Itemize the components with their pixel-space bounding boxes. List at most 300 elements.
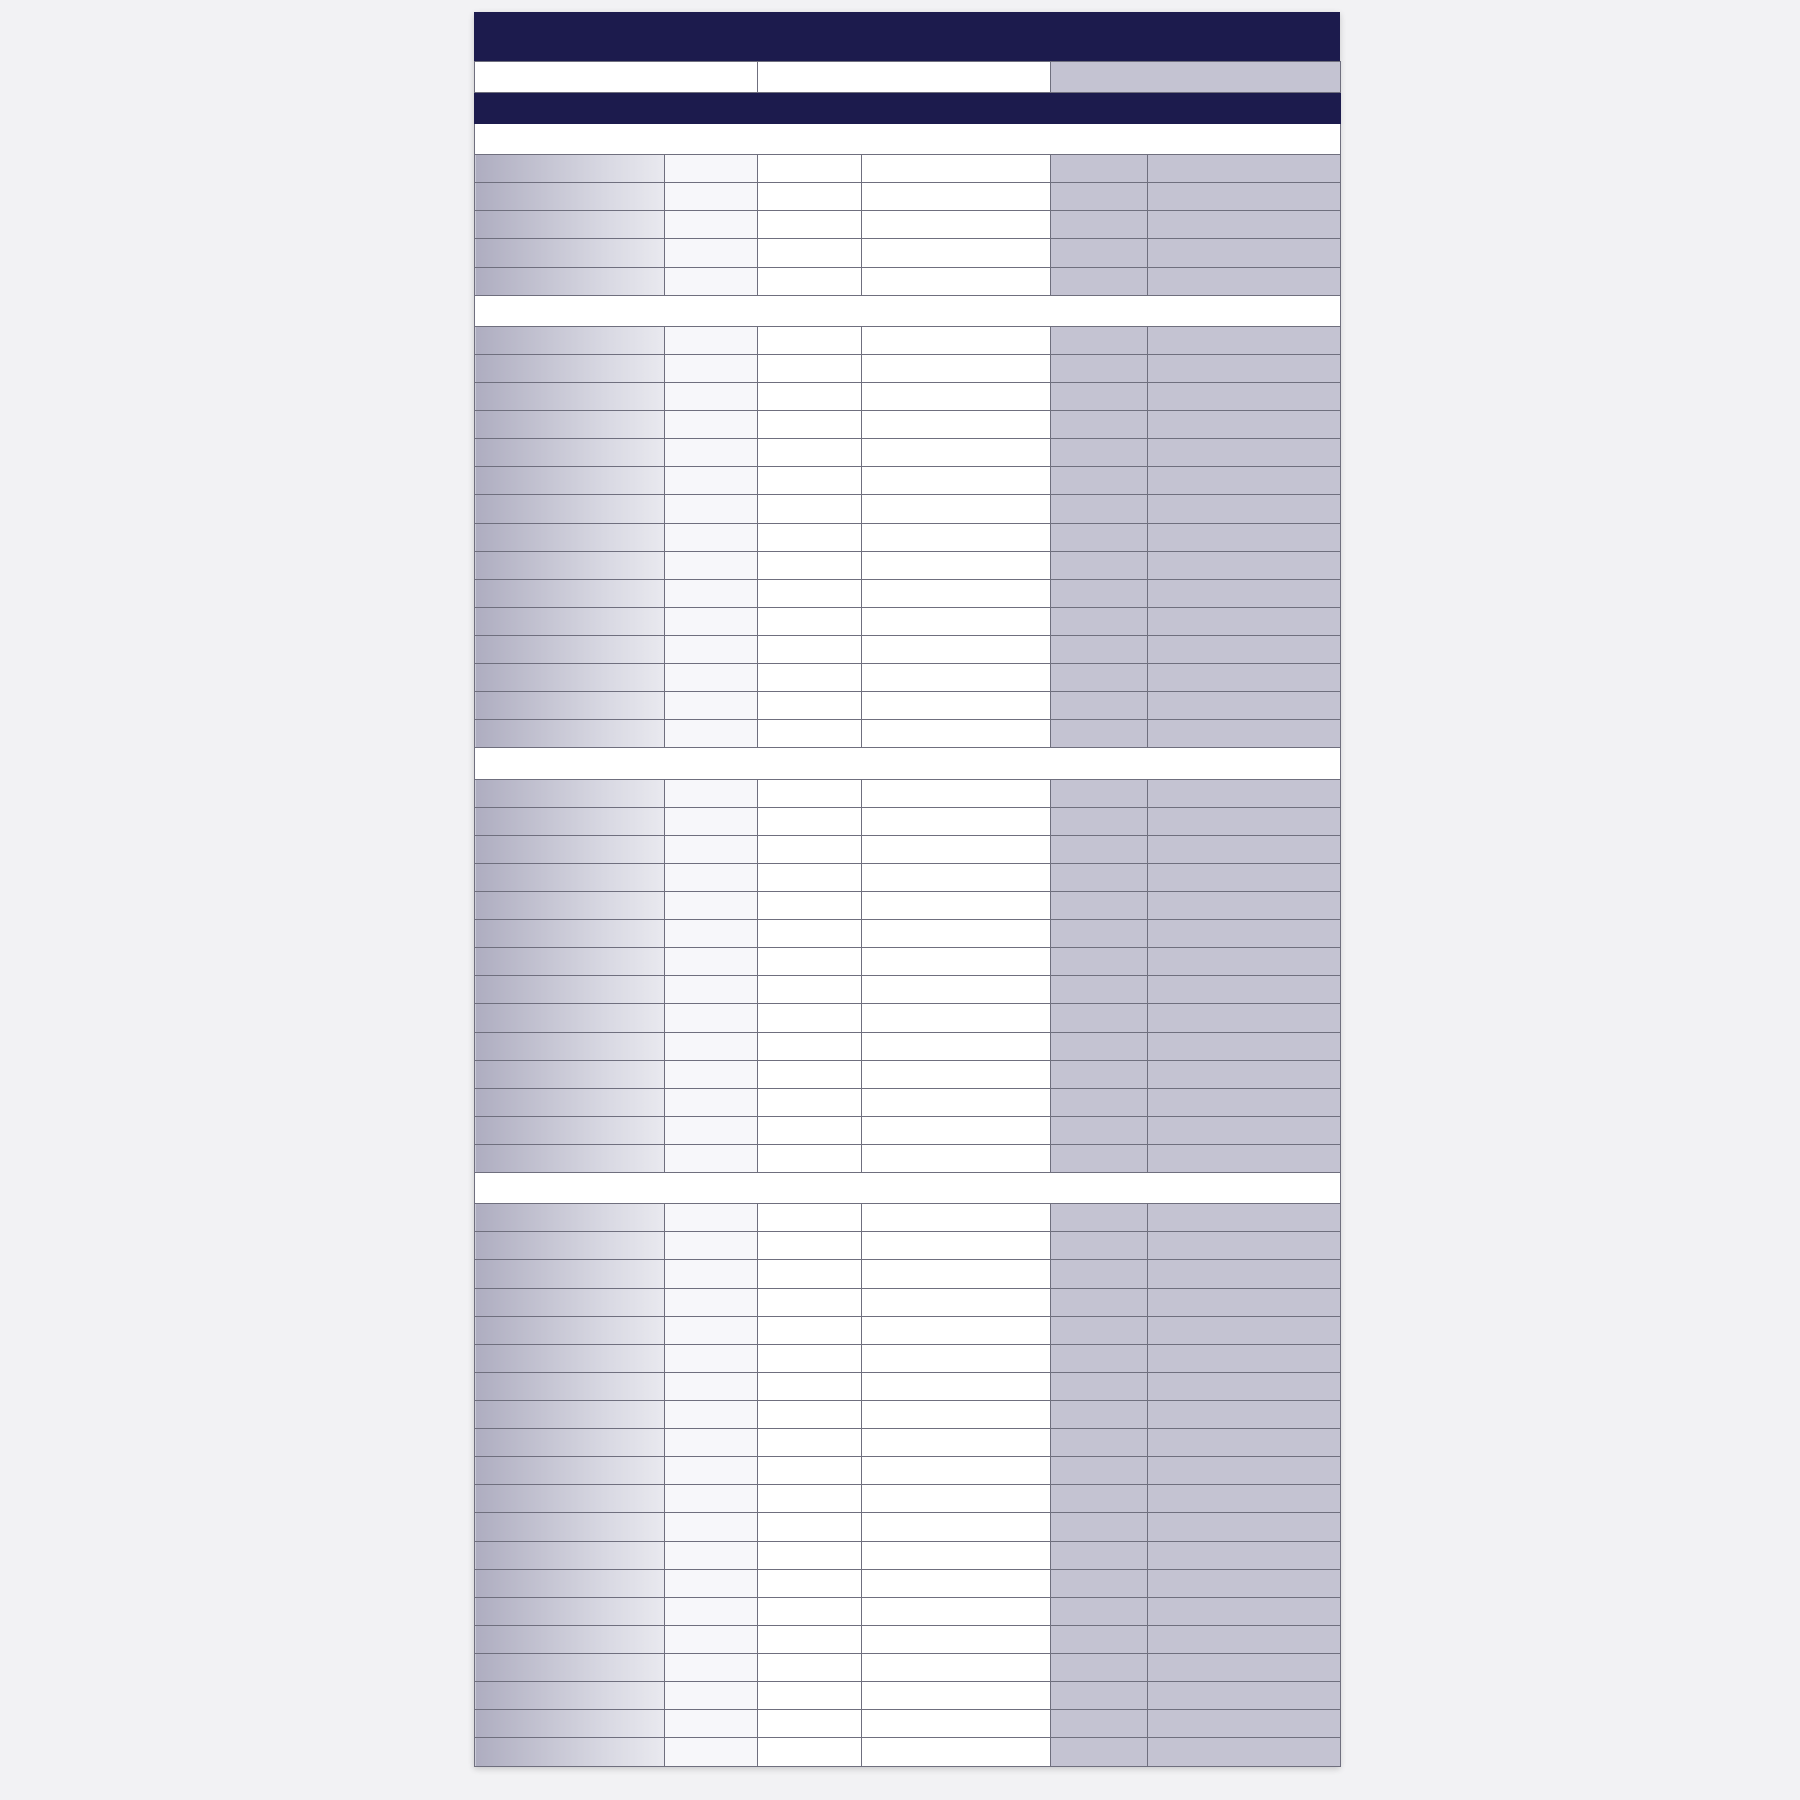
- unmixed-per-100g-cell: [758, 239, 862, 267]
- unmixed-per-serving-cell: [862, 1569, 1051, 1597]
- table-row: [475, 1625, 1341, 1653]
- reconst-per-100g-cell: [1051, 326, 1148, 354]
- unit-cell: [665, 920, 758, 948]
- unit-cell: [665, 1316, 758, 1344]
- unmixed-per-serving-cell: [862, 239, 1051, 267]
- nutrient-name-cell: [475, 155, 665, 183]
- table-row: [475, 155, 1341, 183]
- nutrient-name-cell: [475, 892, 665, 920]
- reconst-per-serving-cell: [1148, 439, 1341, 467]
- reconst-per-100g-cell: [1051, 1541, 1148, 1569]
- unit-cell: [665, 1344, 758, 1372]
- unmixed-per-serving-cell: [862, 1372, 1051, 1400]
- unmixed-per-100g-cell: [758, 863, 862, 891]
- unit-cell: [665, 1485, 758, 1513]
- unit-cell: [665, 863, 758, 891]
- unmixed-per-100g-cell: [758, 607, 862, 635]
- nutrient-name-cell: [475, 495, 665, 523]
- nutrient-name-cell: [475, 1738, 665, 1767]
- nutrient-name-cell: [475, 1344, 665, 1372]
- reconst-per-100g-cell: [1051, 807, 1148, 835]
- reconst-per-serving-cell: [1148, 1088, 1341, 1116]
- reconst-per-100g-cell: [1051, 835, 1148, 863]
- table-row: [475, 1569, 1341, 1597]
- unmixed-per-100g-cell: [758, 1653, 862, 1681]
- nutrient-name-cell: [475, 551, 665, 579]
- reconst-per-serving-cell: [1148, 1316, 1341, 1344]
- unmixed-per-serving-cell: [862, 636, 1051, 664]
- unmixed-per-100g-cell: [758, 892, 862, 920]
- reconst-per-100g-cell: [1051, 1004, 1148, 1032]
- reconst-per-100g-cell: [1051, 1060, 1148, 1088]
- table-row: [475, 920, 1341, 948]
- unmixed-per-serving-cell: [862, 1682, 1051, 1710]
- reconst-per-serving-cell: [1148, 1738, 1341, 1767]
- unit-cell: [665, 1204, 758, 1232]
- nutrient-name-cell: [475, 1032, 665, 1060]
- table-row: [475, 1682, 1341, 1710]
- nutrient-name-cell: [475, 1625, 665, 1653]
- reconst-per-100g-cell: [1051, 579, 1148, 607]
- unmixed-per-serving-cell: [862, 1204, 1051, 1232]
- reconst-per-serving-cell: [1148, 835, 1341, 863]
- reconst-per-serving-cell: [1148, 807, 1341, 835]
- section-heading-row: [475, 1173, 1341, 1204]
- table-row: [475, 863, 1341, 891]
- unit-cell: [665, 1004, 758, 1032]
- table-row: [475, 467, 1341, 495]
- unmixed-per-serving-cell: [862, 1710, 1051, 1738]
- table-row: [475, 1653, 1341, 1681]
- unit-cell: [665, 1710, 758, 1738]
- unmixed-per-serving-cell: [862, 692, 1051, 720]
- reconst-per-serving-cell: [1148, 976, 1341, 1004]
- unit-cell: [665, 411, 758, 439]
- unmixed-per-serving-cell: [862, 267, 1051, 295]
- reconst-per-100g-cell: [1051, 863, 1148, 891]
- reconst-per-100g-cell: [1051, 383, 1148, 411]
- unmixed-per-serving-cell: [862, 1485, 1051, 1513]
- reconst-per-100g-cell: [1051, 1457, 1148, 1485]
- reconst-per-100g-cell: [1051, 439, 1148, 467]
- nutrient-name-cell: [475, 664, 665, 692]
- col-header-nutrient: [475, 93, 665, 124]
- unit-cell: [665, 551, 758, 579]
- nutrient-name-cell: [475, 1288, 665, 1316]
- unmixed-per-100g-cell: [758, 1738, 862, 1767]
- unmixed-per-100g-cell: [758, 1569, 862, 1597]
- reconst-per-100g-cell: [1051, 1429, 1148, 1457]
- unmixed-per-serving-cell: [862, 1457, 1051, 1485]
- unit-cell: [665, 636, 758, 664]
- nutrient-name-cell: [475, 523, 665, 551]
- nutrient-name-cell: [475, 467, 665, 495]
- reconst-per-serving-cell: [1148, 1400, 1341, 1428]
- reconst-per-100g-cell: [1051, 1144, 1148, 1172]
- nutrient-name-cell: [475, 1429, 665, 1457]
- unmixed-per-100g-cell: [758, 1400, 862, 1428]
- unit-cell: [665, 607, 758, 635]
- table-row: [475, 1372, 1341, 1400]
- unit-cell: [665, 720, 758, 748]
- unmixed-per-100g-cell: [758, 1513, 862, 1541]
- table-row: [475, 1429, 1341, 1457]
- unmixed-per-serving-cell: [862, 807, 1051, 835]
- unmixed-per-100g-cell: [758, 1004, 862, 1032]
- unmixed-per-100g-cell: [758, 1485, 862, 1513]
- group-header-row: [475, 62, 1341, 93]
- reconst-per-serving-cell: [1148, 495, 1341, 523]
- unit-cell: [665, 664, 758, 692]
- reconst-per-serving-cell: [1148, 1372, 1341, 1400]
- reconst-per-100g-cell: [1051, 1625, 1148, 1653]
- unit-cell: [665, 467, 758, 495]
- nutrition-table: [474, 61, 1341, 1767]
- reconst-per-serving-cell: [1148, 920, 1341, 948]
- nutrient-name-cell: [475, 1372, 665, 1400]
- reconst-per-100g-cell: [1051, 1116, 1148, 1144]
- unmixed-per-serving-cell: [862, 1738, 1051, 1767]
- unmixed-per-100g-cell: [758, 1541, 862, 1569]
- col-header-reconst-per-serving: [1148, 93, 1341, 124]
- nutrient-name-cell: [475, 439, 665, 467]
- unmixed-per-serving-cell: [862, 411, 1051, 439]
- nutrient-name-cell: [475, 1710, 665, 1738]
- unmixed-per-serving-cell: [862, 664, 1051, 692]
- section-heading: [475, 124, 1341, 155]
- reconst-per-serving-cell: [1148, 636, 1341, 664]
- unmixed-per-100g-cell: [758, 1288, 862, 1316]
- unmixed-per-serving-cell: [862, 439, 1051, 467]
- reconst-per-100g-cell: [1051, 1485, 1148, 1513]
- reconst-per-100g-cell: [1051, 183, 1148, 211]
- nutrient-name-cell: [475, 239, 665, 267]
- table-row: [475, 1144, 1341, 1172]
- section-heading-row: [475, 748, 1341, 779]
- reconst-per-serving-cell: [1148, 664, 1341, 692]
- table-row: [475, 636, 1341, 664]
- table-row: [475, 607, 1341, 635]
- unmixed-per-serving-cell: [862, 1653, 1051, 1681]
- nutrient-name-cell: [475, 579, 665, 607]
- reconst-per-100g-cell: [1051, 1682, 1148, 1710]
- table-row: [475, 720, 1341, 748]
- unit-cell: [665, 1457, 758, 1485]
- nutrient-name-cell: [475, 1653, 665, 1681]
- reconst-per-serving-cell: [1148, 1288, 1341, 1316]
- table-row: [475, 1597, 1341, 1625]
- unmixed-per-serving-cell: [862, 1625, 1051, 1653]
- reconst-per-serving-cell: [1148, 1569, 1341, 1597]
- reconst-per-serving-cell: [1148, 326, 1341, 354]
- reconst-per-serving-cell: [1148, 1032, 1341, 1060]
- unmixed-per-100g-cell: [758, 807, 862, 835]
- unit-cell: [665, 1513, 758, 1541]
- table-row: [475, 1204, 1341, 1232]
- nutrient-name-cell: [475, 948, 665, 976]
- table-body: [475, 124, 1341, 1767]
- unmixed-per-serving-cell: [862, 183, 1051, 211]
- unit-cell: [665, 383, 758, 411]
- reconst-per-serving-cell: [1148, 1513, 1341, 1541]
- nutrient-name-cell: [475, 1144, 665, 1172]
- unmixed-per-100g-cell: [758, 1625, 862, 1653]
- reconst-per-serving-cell: [1148, 467, 1341, 495]
- unmixed-per-100g-cell: [758, 664, 862, 692]
- unit-cell: [665, 1116, 758, 1144]
- unit-cell: [665, 267, 758, 295]
- reconst-per-serving-cell: [1148, 1204, 1341, 1232]
- unit-cell: [665, 1032, 758, 1060]
- unmixed-per-100g-cell: [758, 579, 862, 607]
- table-row: [475, 1738, 1341, 1767]
- table-row: [475, 1344, 1341, 1372]
- nutrient-name-cell: [475, 976, 665, 1004]
- unmixed-per-100g-cell: [758, 439, 862, 467]
- reconst-per-serving-cell: [1148, 1344, 1341, 1372]
- unit-cell: [665, 1088, 758, 1116]
- nutrient-name-cell: [475, 779, 665, 807]
- reconst-per-serving-cell: [1148, 1541, 1341, 1569]
- unmixed-per-100g-cell: [758, 948, 862, 976]
- reconst-per-100g-cell: [1051, 551, 1148, 579]
- reconst-per-serving-cell: [1148, 551, 1341, 579]
- nutrient-name-cell: [475, 607, 665, 635]
- table-row: [475, 1232, 1341, 1260]
- unmixed-per-100g-cell: [758, 1429, 862, 1457]
- table-row: [475, 211, 1341, 239]
- unmixed-per-100g-cell: [758, 354, 862, 382]
- table-row: [475, 692, 1341, 720]
- table-row: [475, 326, 1341, 354]
- reconst-per-serving-cell: [1148, 1653, 1341, 1681]
- nutrient-name-cell: [475, 1485, 665, 1513]
- nutrient-name-cell: [475, 807, 665, 835]
- unmixed-per-100g-cell: [758, 1088, 862, 1116]
- reconst-per-100g-cell: [1051, 1316, 1148, 1344]
- reconst-per-serving-cell: [1148, 1625, 1341, 1653]
- unmixed-per-100g-cell: [758, 1316, 862, 1344]
- unmixed-per-100g-cell: [758, 495, 862, 523]
- unmixed-per-100g-cell: [758, 523, 862, 551]
- table-row: [475, 183, 1341, 211]
- reconst-per-100g-cell: [1051, 411, 1148, 439]
- table-row: [475, 495, 1341, 523]
- nutrient-name-cell: [475, 1116, 665, 1144]
- table-row: [475, 1032, 1341, 1060]
- unit-cell: [665, 579, 758, 607]
- unmixed-per-serving-cell: [862, 1513, 1051, 1541]
- reconst-per-100g-cell: [1051, 1372, 1148, 1400]
- reconst-per-100g-cell: [1051, 976, 1148, 1004]
- reconst-per-100g-cell: [1051, 1513, 1148, 1541]
- unmixed-per-serving-cell: [862, 551, 1051, 579]
- table-row: [475, 1710, 1341, 1738]
- reconst-per-serving-cell: [1148, 1429, 1341, 1457]
- unmixed-per-serving-cell: [862, 495, 1051, 523]
- unmixed-per-100g-cell: [758, 1116, 862, 1144]
- column-header-row: [475, 93, 1341, 124]
- unmixed-per-serving-cell: [862, 383, 1051, 411]
- reconst-per-serving-cell: [1148, 1004, 1341, 1032]
- unmixed-per-100g-cell: [758, 211, 862, 239]
- group-header-reconstituted: [1051, 62, 1341, 93]
- unmixed-per-serving-cell: [862, 1088, 1051, 1116]
- nutrient-name-cell: [475, 636, 665, 664]
- unit-cell: [665, 1682, 758, 1710]
- unmixed-per-serving-cell: [862, 920, 1051, 948]
- reconst-per-100g-cell: [1051, 720, 1148, 748]
- unmixed-per-serving-cell: [862, 1232, 1051, 1260]
- unmixed-per-serving-cell: [862, 607, 1051, 635]
- unmixed-per-serving-cell: [862, 976, 1051, 1004]
- reconst-per-serving-cell: [1148, 892, 1341, 920]
- unmixed-per-100g-cell: [758, 1457, 862, 1485]
- table-row: [475, 948, 1341, 976]
- unmixed-per-serving-cell: [862, 1316, 1051, 1344]
- nutrient-name-cell: [475, 692, 665, 720]
- nutrient-name-cell: [475, 326, 665, 354]
- nutrient-name-cell: [475, 1316, 665, 1344]
- unmixed-per-100g-cell: [758, 1232, 862, 1260]
- unmixed-per-100g-cell: [758, 267, 862, 295]
- unit-cell: [665, 439, 758, 467]
- reconst-per-100g-cell: [1051, 354, 1148, 382]
- reconst-per-100g-cell: [1051, 1569, 1148, 1597]
- unmixed-per-100g-cell: [758, 1682, 862, 1710]
- reconst-per-100g-cell: [1051, 211, 1148, 239]
- table-row: [475, 1088, 1341, 1116]
- col-header-unmixed-per-100g: [758, 93, 862, 124]
- section-heading: [475, 1173, 1341, 1204]
- unmixed-per-serving-cell: [862, 1400, 1051, 1428]
- nutrient-name-cell: [475, 1260, 665, 1288]
- table-row: [475, 1400, 1341, 1428]
- unmixed-per-100g-cell: [758, 467, 862, 495]
- unmixed-per-100g-cell: [758, 720, 862, 748]
- unmixed-per-serving-cell: [862, 863, 1051, 891]
- reconst-per-100g-cell: [1051, 1653, 1148, 1681]
- unit-cell: [665, 1288, 758, 1316]
- unmixed-per-100g-cell: [758, 920, 862, 948]
- unmixed-per-100g-cell: [758, 551, 862, 579]
- table-row: [475, 1060, 1341, 1088]
- nutrient-name-cell: [475, 1400, 665, 1428]
- unmixed-per-serving-cell: [862, 1260, 1051, 1288]
- unit-cell: [665, 1625, 758, 1653]
- table-row: [475, 664, 1341, 692]
- unit-cell: [665, 692, 758, 720]
- nutrient-name-cell: [475, 1569, 665, 1597]
- reconst-per-serving-cell: [1148, 239, 1341, 267]
- section-heading-row: [475, 295, 1341, 326]
- unmixed-per-serving-cell: [862, 1004, 1051, 1032]
- unmixed-per-serving-cell: [862, 720, 1051, 748]
- reconst-per-serving-cell: [1148, 155, 1341, 183]
- table-row: [475, 523, 1341, 551]
- nutrient-name-cell: [475, 383, 665, 411]
- reconst-per-serving-cell: [1148, 211, 1341, 239]
- table-row: [475, 239, 1341, 267]
- reconst-per-serving-cell: [1148, 383, 1341, 411]
- reconst-per-serving-cell: [1148, 1144, 1341, 1172]
- unit-cell: [665, 523, 758, 551]
- reconst-per-serving-cell: [1148, 1116, 1341, 1144]
- unmixed-per-serving-cell: [862, 523, 1051, 551]
- nutrient-name-cell: [475, 1088, 665, 1116]
- unit-cell: [665, 1653, 758, 1681]
- nutrient-name-cell: [475, 920, 665, 948]
- table-row: [475, 1485, 1341, 1513]
- unmixed-per-serving-cell: [862, 579, 1051, 607]
- unmixed-per-serving-cell: [862, 354, 1051, 382]
- reconst-per-serving-cell: [1148, 607, 1341, 635]
- reconst-per-100g-cell: [1051, 467, 1148, 495]
- table-row: [475, 1004, 1341, 1032]
- reconst-per-serving-cell: [1148, 579, 1341, 607]
- reconst-per-serving-cell: [1148, 948, 1341, 976]
- table-row: [475, 1513, 1341, 1541]
- unmixed-per-100g-cell: [758, 1204, 862, 1232]
- unmixed-per-100g-cell: [758, 383, 862, 411]
- reconst-per-100g-cell: [1051, 636, 1148, 664]
- table-row: [475, 892, 1341, 920]
- reconst-per-100g-cell: [1051, 267, 1148, 295]
- unit-cell: [665, 1372, 758, 1400]
- unit-cell: [665, 326, 758, 354]
- nutrient-name-cell: [475, 1232, 665, 1260]
- reconst-per-100g-cell: [1051, 1088, 1148, 1116]
- reconst-per-100g-cell: [1051, 779, 1148, 807]
- unmixed-per-100g-cell: [758, 183, 862, 211]
- unit-cell: [665, 239, 758, 267]
- unmixed-per-serving-cell: [862, 948, 1051, 976]
- table-row: [475, 976, 1341, 1004]
- unmixed-per-serving-cell: [862, 1288, 1051, 1316]
- reconst-per-serving-cell: [1148, 523, 1341, 551]
- unit-cell: [665, 183, 758, 211]
- reconst-per-serving-cell: [1148, 692, 1341, 720]
- table-row: [475, 1316, 1341, 1344]
- unit-cell: [665, 779, 758, 807]
- unit-cell: [665, 495, 758, 523]
- reconst-per-serving-cell: [1148, 267, 1341, 295]
- unmixed-per-serving-cell: [862, 326, 1051, 354]
- reconst-per-100g-cell: [1051, 692, 1148, 720]
- nutrient-name-cell: [475, 1682, 665, 1710]
- reconst-per-100g-cell: [1051, 1204, 1148, 1232]
- unmixed-per-100g-cell: [758, 1344, 862, 1372]
- reconst-per-100g-cell: [1051, 664, 1148, 692]
- reconst-per-100g-cell: [1051, 239, 1148, 267]
- reconst-per-100g-cell: [1051, 607, 1148, 635]
- reconst-per-serving-cell: [1148, 1682, 1341, 1710]
- nutrient-name-cell: [475, 720, 665, 748]
- group-header-unmixed: [758, 62, 1051, 93]
- reconst-per-100g-cell: [1051, 495, 1148, 523]
- unmixed-per-100g-cell: [758, 155, 862, 183]
- unit-cell: [665, 155, 758, 183]
- page-title: [474, 12, 1340, 61]
- unmixed-per-serving-cell: [862, 211, 1051, 239]
- unmixed-per-serving-cell: [862, 892, 1051, 920]
- unmixed-per-100g-cell: [758, 1032, 862, 1060]
- unit-cell: [665, 976, 758, 1004]
- unit-cell: [665, 948, 758, 976]
- table-row: [475, 439, 1341, 467]
- unit-cell: [665, 1597, 758, 1625]
- unmixed-per-100g-cell: [758, 1060, 862, 1088]
